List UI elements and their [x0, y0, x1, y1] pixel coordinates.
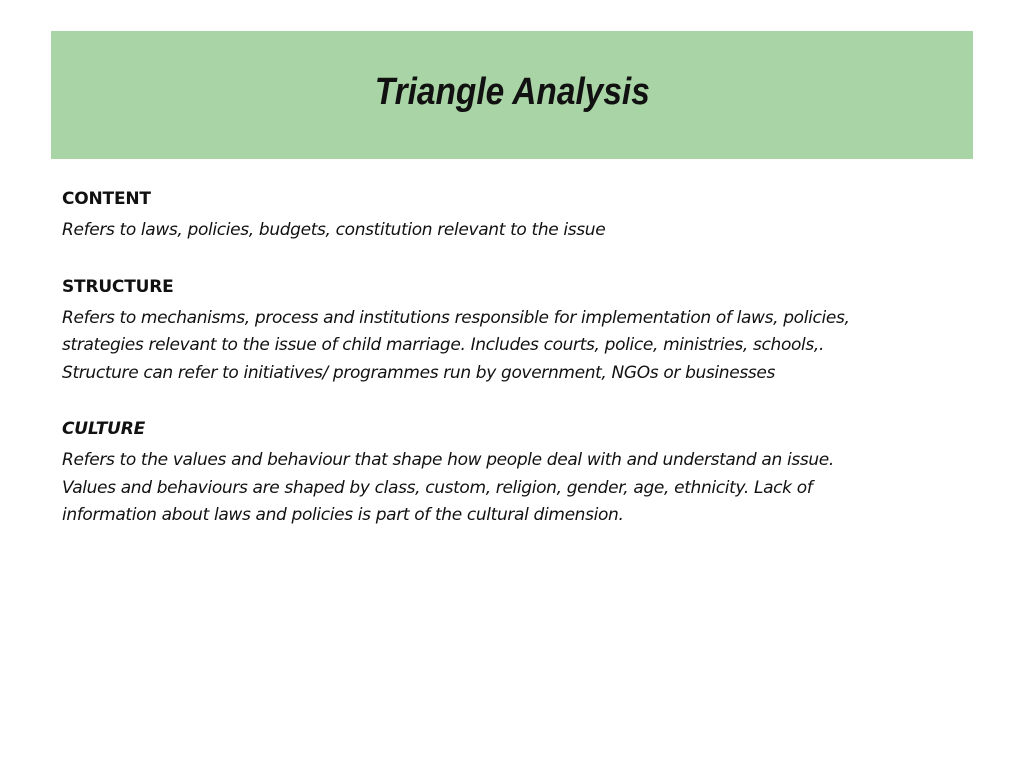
section-heading-content: CONTENT [62, 189, 151, 209]
section-culture [62, 416, 962, 530]
slide-title: Triangle Analysis [374, 70, 650, 113]
section-heading-culture: CULTURE [62, 419, 146, 439]
section-text-content: Refers to laws, policies, budgets, constitution relevant to the issue [62, 220, 606, 240]
section-structure [62, 274, 962, 388]
slide-body [62, 186, 962, 559]
section-text-structure: Refers to mechanisms, process and institutions responsible for implementation of laws, policies, strategies relevant to the issue of child marriage. Includes courts, police, ministries, schools,. Structure can refer to initiatives/ programmes run by government, NGOs or businesses [62, 307, 850, 383]
section-content [62, 186, 962, 245]
title-banner [51, 31, 973, 159]
section-text-culture: Refers to the values and behaviour that shape how people deal with and understand an issue. Values and behaviours are shaped by class, custom, religion, gender, age, ethnicity. Lack of information about laws and policies is part of the cultural dimension. [62, 450, 834, 525]
section-heading-structure: STRUCTURE [62, 276, 174, 297]
